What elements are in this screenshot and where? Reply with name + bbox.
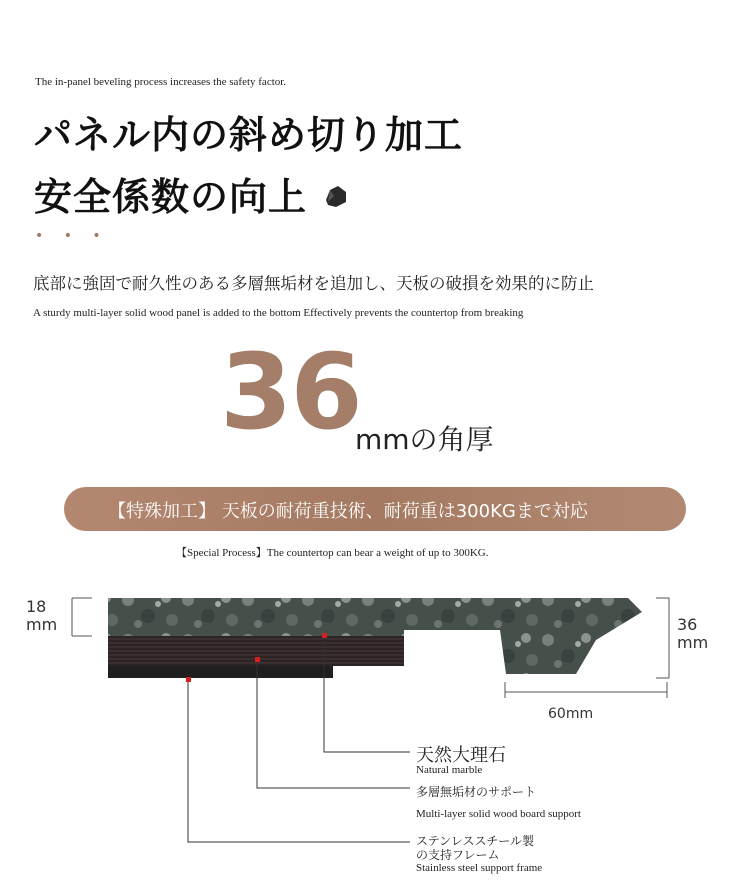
banner-en: 【Special Process】The countertop can bear a weight of up to 300KG. [176, 547, 489, 559]
cross-section-diagram [0, 590, 750, 892]
dimension-left-value: 18 [26, 597, 47, 616]
label-wood-en: Multi-layer solid wood board support [416, 808, 581, 820]
special-process-banner [64, 487, 686, 531]
label-wood-ja: 多層無垢材のサポート [416, 785, 537, 799]
label-steel-en: Stainless steel support frame [416, 862, 543, 874]
thickness-unit: mmの角厚 [355, 423, 494, 456]
marker-steel [186, 677, 191, 682]
dimension-left-unit: mm [26, 615, 58, 634]
page-title-line1: パネル内の斜め切り加工 [34, 113, 464, 157]
dimension-right-unit: mm [677, 633, 709, 652]
marker-marble [322, 633, 327, 638]
page-title-line2: 安全係数の向上 [34, 175, 308, 219]
label-marble-ja: 天然大理石 [416, 745, 506, 766]
description-ja: 底部に強固で耐久性のある多層無垢材を追加し、天板の破損を効果的に防止 [33, 274, 594, 293]
label-steel-ja-line1: ステンレススチール製 [416, 834, 535, 848]
dimension-right-value: 36 [677, 615, 698, 634]
label-marble-en: Natural marble [416, 764, 483, 776]
dimension-bottom: 60mm [548, 706, 594, 722]
bottom-dimension-line [505, 682, 667, 698]
label-steel-ja-line2: の支持フレーム [416, 848, 500, 862]
right-bracket [656, 598, 669, 678]
steel-frame [108, 666, 333, 678]
stone-icon [320, 180, 350, 210]
leader-steel [188, 682, 410, 842]
leader-wood [257, 662, 410, 788]
banner-text: 【特殊加工】 天板の耐荷重技術、耐荷重は300KGまで対応 [108, 501, 588, 522]
description-en: A sturdy multi-layer solid wood panel is added to the bottom Effectively prevents the countertop from breaking [33, 307, 524, 319]
thickness-number: 36 [220, 331, 361, 453]
subtitle-en: The in-panel beveling process increases the safety factor. [35, 76, 287, 88]
marker-wood [255, 657, 260, 662]
left-bracket [72, 598, 92, 636]
decorative-dots: • • • [35, 228, 109, 244]
